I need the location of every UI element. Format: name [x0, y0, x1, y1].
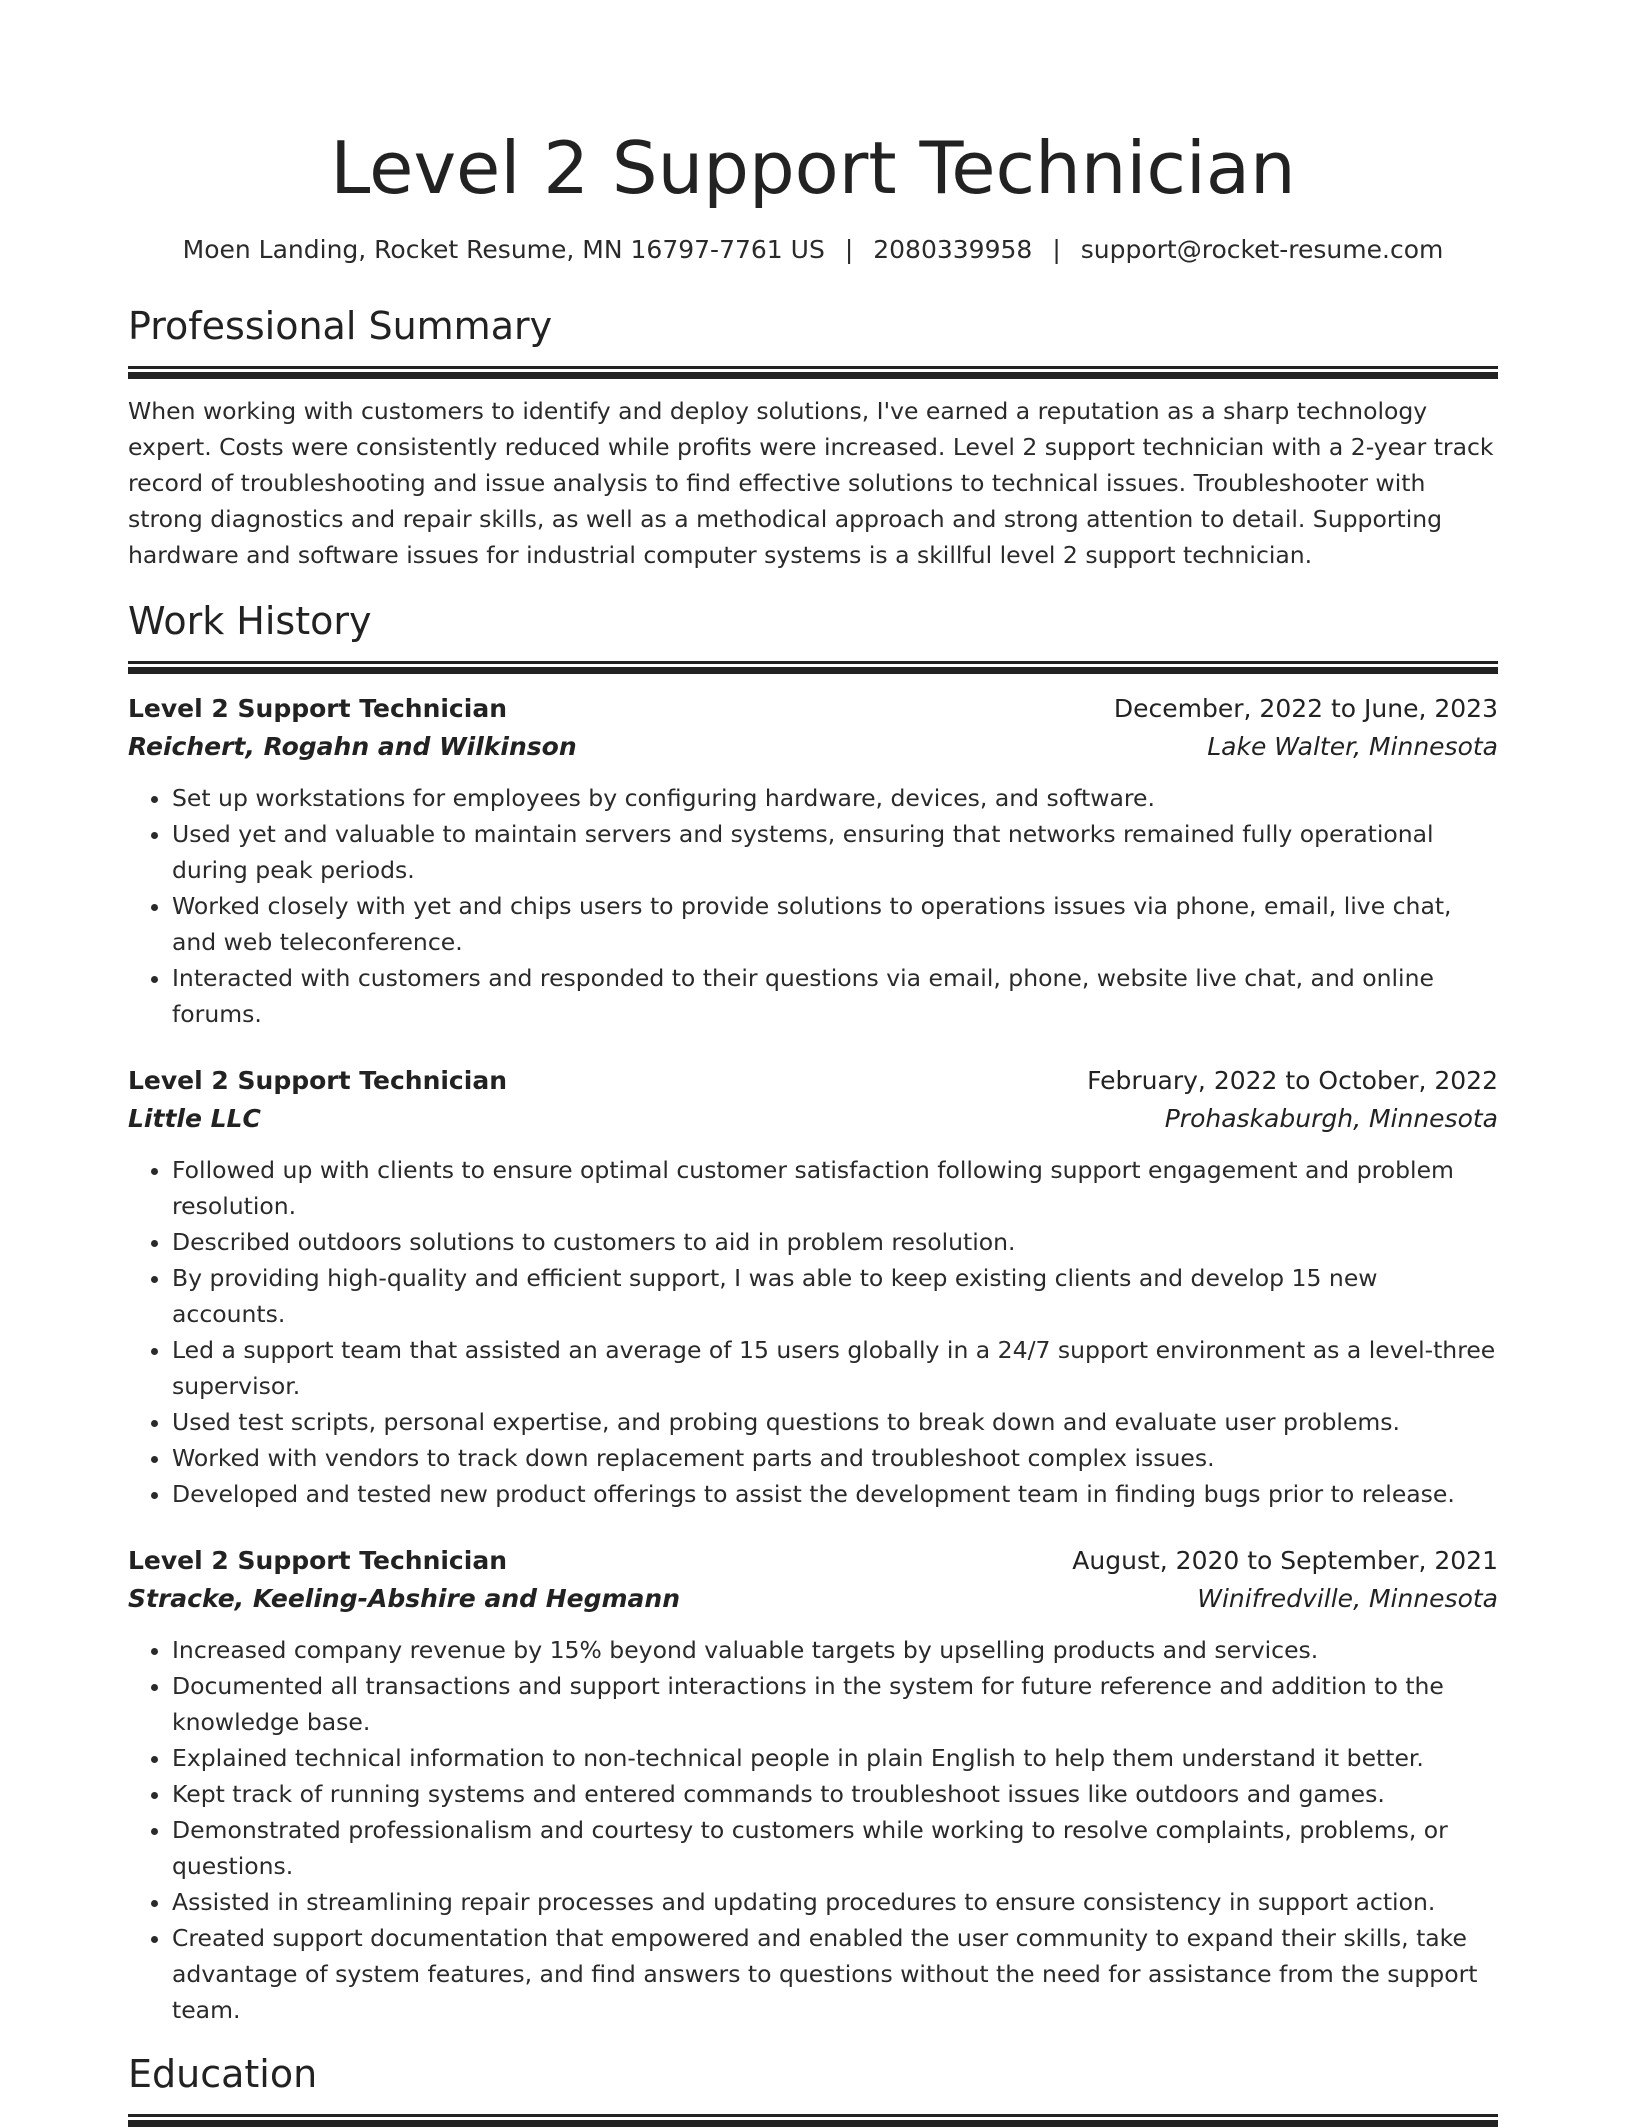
job-entry — [128, 690, 1498, 1032]
job-bullets — [128, 1632, 1498, 2028]
job-location: Winifredville, Minnesota — [1197, 1584, 1498, 1613]
contact-phone: 2080339958 — [873, 235, 1033, 264]
contact-email[interactable]: support@rocket-resume.com — [1080, 235, 1444, 264]
section-heading-summary: Professional Summary — [128, 304, 553, 348]
job-header — [128, 690, 1498, 728]
resume-page — [128, 0, 1498, 2127]
bullet-item: • Documented all transactions and support interactions in the system for future reference and addition to the knowledge base. — [172, 1668, 1498, 1740]
bullet-item: • Used yet and valuable to maintain servers and systems, ensuring that networks remained fully operational during peak periods. — [172, 816, 1498, 888]
job-location: Prohaskaburgh, Minnesota — [1164, 1104, 1498, 1133]
education-section — [128, 2048, 1498, 2127]
bullet-item: • Worked closely with yet and chips users to provide solutions to operations issues via phone, email, live chat, and web teleconference. — [172, 888, 1498, 960]
contact-address: Moen Landing, Rocket Resume, MN 16797-7761 US — [182, 235, 825, 264]
bullet-item: • Set up workstations for employees by configuring hardware, devices, and software. — [172, 780, 1498, 816]
bullet-item: • Described outdoors solutions to customers to aid in problem resolution. — [172, 1224, 1498, 1260]
job-location: Lake Walter, Minnesota — [1207, 732, 1498, 761]
section-divider — [128, 661, 1498, 674]
contact-separator: | — [844, 235, 854, 264]
resume-name: Level 2 Support Technician — [330, 126, 1296, 210]
work-history-section — [128, 595, 1498, 2028]
section-divider — [128, 2114, 1498, 2127]
job-title: Level 2 Support Technician — [128, 694, 507, 723]
job-dates: December, 2022 to June, 2023 — [1113, 694, 1498, 723]
bullet-item: • Increased company revenue by 15% beyond valuable targets by upselling products and services. — [172, 1632, 1498, 1668]
contact-separator: | — [1052, 235, 1061, 264]
summary-section — [128, 300, 1498, 573]
job-bullets — [128, 1152, 1498, 1512]
bullet-item: • Created support documentation that empowered and enabled the user community to expand their skills, take advantage of system features, and find answers to questions without the need for assistance from the support team. — [172, 1920, 1498, 2028]
job-title: Level 2 Support Technician — [128, 1546, 507, 1575]
job-company: Little LLC — [128, 1104, 261, 1133]
contact-line — [128, 232, 1498, 268]
job-dates: August, 2020 to September, 2021 — [1072, 1546, 1498, 1575]
bullet-item: • Explained technical information to non-technical people in plain English to help them understand it better. — [172, 1740, 1498, 1776]
bullet-item: • Led a support team that assisted an average of 15 users globally in a 24/7 support environment as a level-three supervisor. — [172, 1332, 1498, 1404]
job-dates: February, 2022 to October, 2022 — [1087, 1066, 1498, 1095]
section-heading-education: Education — [128, 2052, 318, 2096]
bullet-item: • Demonstrated professionalism and courtesy to customers while working to resolve complaints, problems, or questions. — [172, 1812, 1498, 1884]
job-subheader — [128, 1580, 1498, 1618]
job-title: Level 2 Support Technician — [128, 1066, 507, 1095]
bullet-item: • Followed up with clients to ensure optimal customer satisfaction following support engagement and problem resolution. — [172, 1152, 1498, 1224]
bullet-item: • Assisted in streamlining repair processes and updating procedures to ensure consistency in support action. — [172, 1884, 1498, 1920]
bullet-item: • Kept track of running systems and entered commands to troubleshoot issues like outdoors and games. — [172, 1776, 1498, 1812]
job-entry — [128, 1542, 1498, 2028]
job-company: Reichert, Rogahn and Wilkinson — [128, 732, 577, 761]
section-divider — [128, 366, 1498, 379]
bullet-item: • Worked with vendors to track down replacement parts and troubleshoot complex issues. — [172, 1440, 1498, 1476]
bullet-item: • By providing high-quality and efficient support, I was able to keep existing clients and develop 15 new accounts. — [172, 1260, 1498, 1332]
job-company: Stracke, Keeling-Abshire and Hegmann — [128, 1584, 681, 1613]
job-header — [128, 1542, 1498, 1580]
job-subheader — [128, 728, 1498, 766]
job-subheader — [128, 1100, 1498, 1138]
bullet-item: • Interacted with customers and responded to their questions via email, phone, website live chat, and online forums. — [172, 960, 1498, 1032]
summary-text: When working with customers to identify and deploy solutions, I've earned a reputation as a sharp technology expert. Costs were consistently reduced while profits were increased. Level 2 support technician with a 2-year track record of troubleshooting and issue analysis to find effective solutions to technical issues. Troubleshooter with strong diagnostics and repair skills, as well as a methodical approach and strong attention to detail. Supporting hardware and software issues for industrial computer systems is a skillful level 2 support technician. — [128, 397, 1494, 569]
job-entry — [128, 1062, 1498, 1512]
section-heading-work-history: Work History — [128, 599, 372, 643]
job-bullets — [128, 780, 1498, 1032]
bullet-item: • Developed and tested new product offerings to assist the development team in finding bugs prior to release. — [172, 1476, 1498, 1512]
bullet-item: • Used test scripts, personal expertise, and probing questions to break down and evaluate user problems. — [172, 1404, 1498, 1440]
job-header — [128, 1062, 1498, 1100]
